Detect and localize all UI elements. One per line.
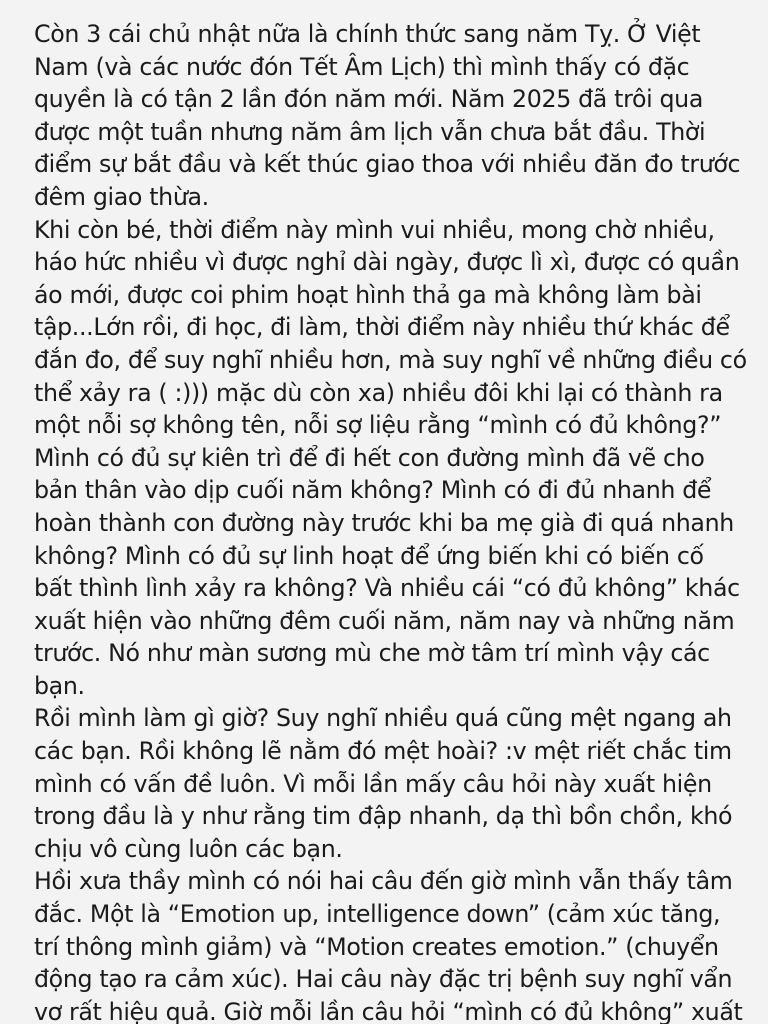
text-line: áo mới, được coi phim hoạt hình thả ga mà không làm bài <box>34 280 702 309</box>
text-line: được một tuần nhưng năm âm lịch vẫn chưa bắt đầu. Thời <box>34 117 706 146</box>
text-line: mình có vấn đề luôn. Vì mỗi lần mấy câu hỏi này xuất hiện <box>34 769 712 798</box>
text-line: đêm giao thừa. <box>34 182 209 211</box>
text-line: háo hức nhiều vì được nghỉ dài ngày, được lì xì, được có quần <box>34 248 740 277</box>
text-line: quyền là có tận 2 lần đón năm mới. Năm 2025 đã trôi qua <box>34 85 704 114</box>
text-line: bất thình lình xảy ra không? Và nhiều cái “có đủ không” khác <box>34 574 740 603</box>
text-line: Rồi mình làm gì giờ? Suy nghĩ nhiều quá cũng mệt ngang ah <box>34 704 732 733</box>
text-line: vơ rất hiệu quả. Giờ mỗi lần câu hỏi “mình có đủ không” xuất <box>34 997 743 1024</box>
text-line: Còn 3 cái chủ nhật nữa là chính thức sang năm Tỵ. Ở Việt <box>34 20 701 48</box>
text-line: hoàn thành con đường này trước khi ba mẹ già đi quá nhanh <box>34 508 734 537</box>
text-line: Mình có đủ sự kiên trì để đi hết con đường mình đã vẽ cho <box>34 443 705 472</box>
text-line: tập...Lớn rồi, đi học, đi làm, thời điểm này nhiều thứ khác để <box>34 313 730 342</box>
text-line: các bạn. Rồi không lẽ nằm đó mệt hoài? :v mệt riết chắc tim <box>34 737 732 766</box>
text-line: thể xảy ra ( :))) mặc dù còn xa) nhiều đôi khi lại có thành ra <box>34 378 723 407</box>
text-line: trí thông mình giảm) và “Motion creates emotion.” (chuyển <box>34 932 719 961</box>
text-line: chịu vô cùng luôn các bạn. <box>34 834 343 863</box>
text-line: động tạo ra cảm xúc). Hai câu này đặc trị bệnh suy nghĩ vẩn <box>34 965 733 994</box>
text-line: một nỗi sợ không tên, nỗi sợ liệu rằng “mình có đủ không?” <box>34 411 722 440</box>
text-line: trong đầu là y như rằng tim đập nhanh, dạ thì bồn chồn, khó <box>34 802 733 831</box>
text-line: Khi còn bé, thời điểm này mình vui nhiều, mong chờ nhiều, <box>34 215 715 244</box>
text-line: bạn. <box>34 671 85 700</box>
text-line: trước. Nó như màn sương mù che mờ tâm trí mình vậy các <box>34 639 710 668</box>
text-line: xuất hiện vào những đêm cuối năm, năm nay và những năm <box>34 606 735 635</box>
text-line: bản thân vào dịp cuối năm không? Mình có đi đủ nhanh để <box>34 476 712 505</box>
text-line: Nam (và các nước đón Tết Âm Lịch) thì mình thấy có đặc <box>34 52 690 81</box>
text-line: đắc. Một là “Emotion up, intelligence down” (cảm xúc tăng, <box>34 900 721 929</box>
text-line: đắn đo, để suy nghĩ nhiều hơn, mà suy nghĩ về những điều có <box>34 345 747 374</box>
text-line: Hồi xưa thầy mình có nói hai câu đến giờ mình vẫn thấy tâm <box>34 867 733 896</box>
text-line: không? Mình có đủ sự linh hoạt để ứng biến khi có biến cố <box>34 541 704 570</box>
text-line: điểm sự bắt đầu và kết thúc giao thoa với nhiều đăn đo trước <box>34 150 741 179</box>
